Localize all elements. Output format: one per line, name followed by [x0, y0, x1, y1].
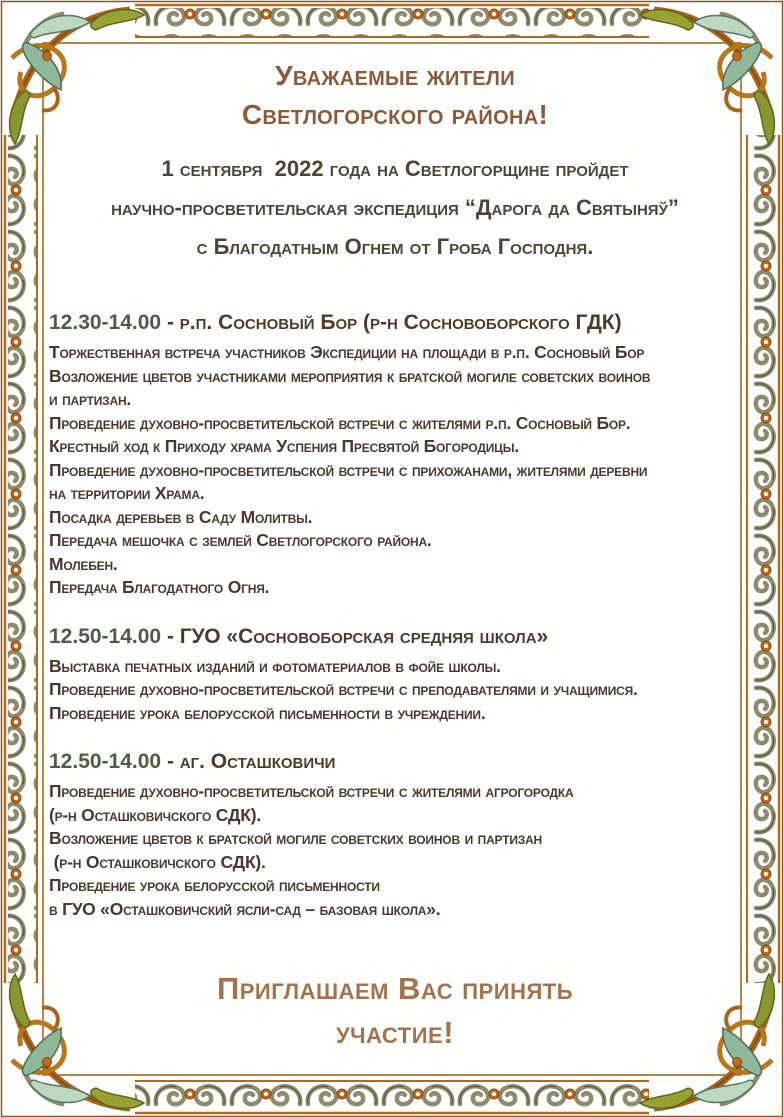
body-line: (р-н Осташковичского СДК).: [49, 851, 266, 872]
closing-invitation: [49, 967, 741, 1055]
body-line: (р-н Осташковичского СДК).: [49, 804, 262, 825]
intro-line: научно-просветительская экспедиция “Дарога да Святыняў”: [111, 195, 679, 220]
body-line: Торжественная встреча участников Экспедиции на площади в р.п. Сосновый Бор: [49, 342, 645, 362]
flyer-content: [49, 50, 741, 1055]
section-separator: -: [161, 311, 180, 334]
section-body: [49, 341, 741, 600]
body-line: Проведение урока белорусской письменности в учреждении.: [49, 702, 486, 723]
body-line: Крестный ход к Приходу храма Успения Пресвятой Богородицы.: [49, 436, 519, 456]
body-line: Выставка печатных изданий и фотоматериалов в фойе школы.: [49, 655, 501, 676]
title-line: Уважаемые жители: [275, 60, 515, 91]
body-line: Проведение духовно-просветительской встречи с жителями р.п. Сосновый Бор.: [49, 412, 631, 433]
body-line: Проведение духовно-просветительской встречи с прихожанами, жителями деревни: [49, 459, 648, 480]
section-heading: [49, 747, 741, 777]
intro-line: с Благодатным Огнем от Гроба Господня.: [196, 234, 594, 259]
section-heading: [49, 308, 741, 338]
schedule-section-ostashkovichi: [49, 747, 741, 921]
section-place: р.п. Сосновый Бор (р-н Сосновоборского ГДК): [179, 311, 622, 334]
section-time: 12.30-14.00: [49, 311, 162, 334]
section-body: [49, 655, 741, 726]
body-line: Проведение урока белорусской письменности: [49, 875, 380, 895]
section-body: [49, 780, 741, 921]
body-line: Проведение духовно-просветительской встречи с преподавателями и учащимися.: [49, 679, 638, 699]
body-line: в ГУО «Осташковичский ясли-сад – базовая школа».: [49, 898, 441, 919]
section-separator: -: [161, 750, 180, 773]
body-line: Передача мешочка с землей Светлогорского района.: [49, 530, 432, 550]
section-time: 12.50-14.00: [49, 624, 162, 648]
body-line: Проведение духовно-просветительской встречи с жителями агрогородка: [49, 781, 574, 801]
body-line: Возложение цветов участниками мероприятия к братской могиле советских воинов: [49, 365, 651, 386]
body-line: Возложение цветов к братской могиле советских воинов и партизан: [49, 828, 543, 848]
page-title: [49, 56, 741, 134]
body-line: и партизан.: [49, 389, 132, 409]
section-time: 12.50-14.00: [49, 750, 162, 773]
section-place: аг. Осташковичи: [179, 750, 336, 773]
closing-line: участие!: [335, 1015, 455, 1050]
schedule-section-sosnovy-bor: [49, 308, 741, 600]
title-line: Светлогорского района!: [241, 99, 549, 130]
body-line: на территории Храма.: [49, 483, 205, 503]
section-heading: [49, 622, 741, 652]
body-line: Передача Благодатного Огня.: [49, 577, 270, 597]
section-place: ГУО «Сосновоборская средняя школа»: [179, 624, 549, 648]
section-separator: -: [161, 624, 180, 648]
schedule-section-school: [49, 622, 741, 726]
intro-text: [49, 149, 741, 266]
body-line: Посадка деревьев в Саду Молитвы.: [49, 506, 313, 527]
intro-line: 1 сентября 2022 года на Светлогорщине пройдет: [161, 156, 629, 181]
body-line: Молебен.: [49, 553, 118, 574]
closing-line: Приглашаем Вас принять: [216, 971, 574, 1006]
